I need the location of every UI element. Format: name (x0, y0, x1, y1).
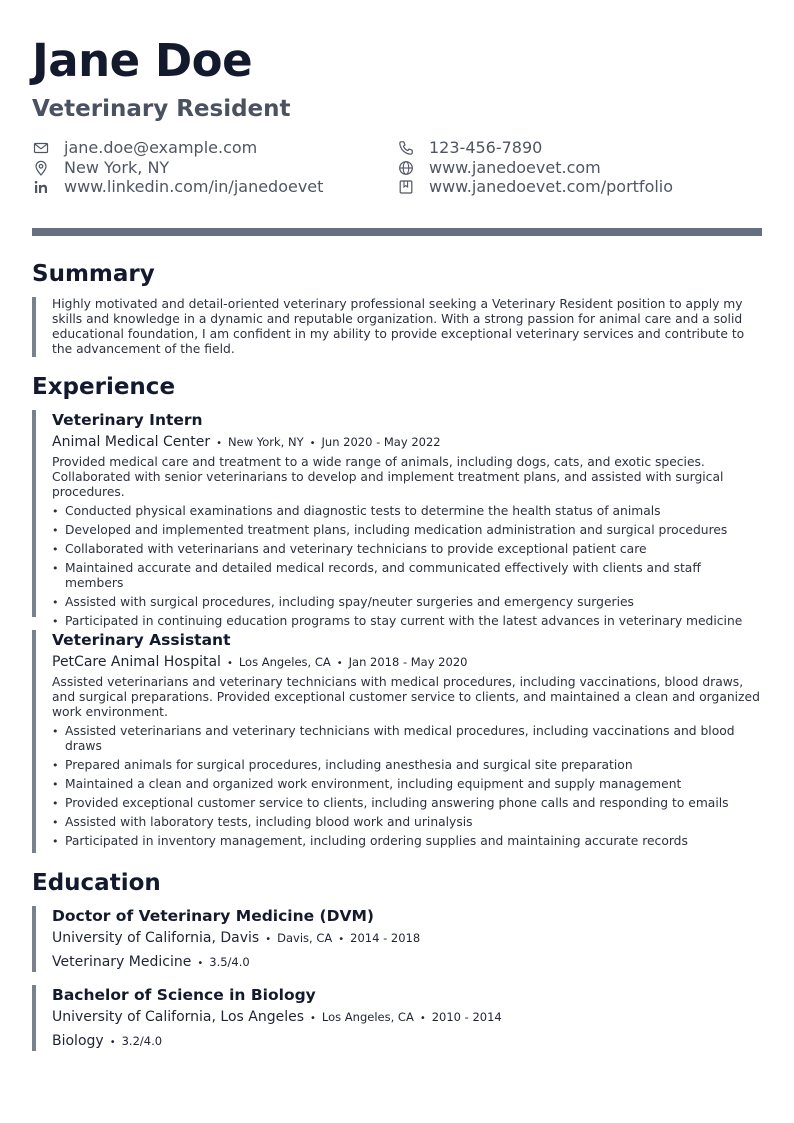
education-school: University of California, Los Angeles (52, 1009, 305, 1025)
education-entry (32, 985, 762, 1051)
education-field-line (52, 952, 762, 974)
contact-linkedin-text[interactable]: www.linkedin.com/in/janedoevet (64, 177, 324, 196)
separator-dot: • (226, 658, 233, 669)
contact-phone-text[interactable]: 123-456-7890 (429, 138, 543, 157)
separator-dot: • (265, 934, 272, 945)
job-bullet: • Participated in inventory management, including ordering supplies and maintaining accurate records (52, 834, 762, 849)
job-bullet: • Conducted physical examinations and diagnostic tests to determine the health status of animals (52, 504, 762, 519)
contact-location-text: New York, NY (64, 158, 170, 177)
job-dates: Jan 2018 - May 2020 (348, 655, 468, 669)
education-school: University of California, Davis (52, 930, 260, 946)
job-dates: Jun 2020 - May 2022 (321, 435, 441, 449)
contact-portfolio[interactable] (397, 177, 673, 196)
education-field-line (52, 1031, 762, 1053)
job-description: Assisted veterinarians and veterinary technicians with medical procedures, including vaccinations, blood draws, and surgical preparations. Provided exceptional customer service to clients, and maintained a clean and organized work environment. (52, 675, 760, 719)
globe-icon (397, 159, 415, 177)
separator-dot: • (419, 1013, 426, 1024)
education-degree: Bachelor of Science in Biology (52, 986, 316, 1004)
job-bullet: • Participated in continuing education programs to stay current with the latest advances in veterinary medicine (52, 614, 762, 629)
separator-dot: • (338, 934, 345, 945)
summary-block (32, 297, 762, 357)
job-bullet: • Assisted with surgical procedures, including spay/neuter surgeries and emergency surgeries (52, 595, 762, 610)
separator-dot: • (216, 438, 223, 449)
summary-heading: Summary (32, 261, 155, 287)
education-dates: 2010 - 2014 (431, 1010, 502, 1024)
contact-portfolio-text[interactable]: www.janedoevet.com/portfolio (429, 177, 674, 196)
mail-icon (32, 139, 50, 157)
education-gpa: 3.5/4.0 (209, 955, 250, 969)
contact-website-text[interactable]: www.janedoevet.com (429, 158, 601, 177)
contact-list (32, 138, 762, 198)
separator-dot: • (197, 958, 204, 969)
education-location: Los Angeles, CA (321, 1010, 414, 1024)
contact-email[interactable] (32, 138, 257, 157)
job-entry (32, 410, 762, 628)
education-degree: Doctor of Veterinary Medicine (DVM) (52, 907, 375, 925)
phone-icon (397, 139, 415, 157)
job-bullet: • Assisted veterinarians and veterinary technicians with medical procedures, including vaccinations and blood draws (52, 724, 762, 754)
education-school-line (52, 928, 762, 950)
education-dates: 2014 - 2018 (350, 931, 421, 945)
job-title: Veterinary Assistant (52, 631, 231, 649)
contact-email-text[interactable]: jane.doe@example.com (64, 138, 258, 157)
separator-dot: • (309, 438, 316, 449)
job-bullet: • Developed and implemented treatment plans, including medication administration and surgical procedures (52, 523, 762, 538)
job-bullet: • Assisted with laboratory tests, including blood work and urinalysis (52, 815, 762, 830)
contact-linkedin[interactable] (32, 177, 323, 196)
portfolio-icon (397, 178, 415, 196)
job-bullet: • Collaborated with veterinarians and veterinary technicians to provide exceptional patient care (52, 542, 762, 557)
job-bullet: • Provided exceptional customer service to clients, including answering phone calls and responding to emails (52, 796, 762, 811)
separator-dot: • (310, 1013, 316, 1024)
header-divider (32, 228, 762, 236)
job-bullet: • Maintained a clean and organized work environment, including equipment and supply management (52, 777, 762, 792)
contact-location (32, 158, 169, 177)
job-description: Provided medical care and treatment to a wide range of animals, including dogs, cats, and exotic species. Collaborated with senior veterinarians to develop and implement treatment plans, and assisted with surgical procedures. (52, 455, 724, 499)
contact-website[interactable] (397, 158, 601, 177)
contact-phone[interactable] (397, 138, 542, 157)
job-location: New York, NY (228, 435, 304, 449)
education-school-line (52, 1007, 762, 1029)
job-bullets (52, 504, 762, 629)
separator-dot: • (336, 658, 343, 669)
job-company: Animal Medical Center (52, 434, 211, 450)
education-heading: Education (32, 870, 161, 896)
job-location: Los Angeles, CA (238, 655, 331, 669)
job-bullet: • Prepared animals for surgical procedures, including anesthesia and surgical site preparation (52, 758, 762, 773)
separator-dot: • (109, 1037, 116, 1048)
job-entry (32, 630, 762, 853)
summary-text: Highly motivated and detail-oriented veterinary professional seeking a Veterinary Resident position to apply my skills and knowledge in a dynamic and reputable organization. With a strong passion for animal care and a solid educational foundation, I am confident in my ability to provide exceptional veterinary services and contribute to the advancement of the field. (52, 297, 745, 356)
job-title: Veterinary Intern (52, 411, 203, 429)
job-company: PetCare Animal Hospital (52, 654, 221, 670)
education-gpa: 3.2/4.0 (121, 1034, 163, 1048)
education-field: Biology (52, 1033, 104, 1049)
job-bullets (52, 724, 762, 849)
education-field: Veterinary Medicine (52, 954, 192, 970)
map-pin-icon (32, 159, 50, 177)
job-meta (52, 432, 762, 454)
job-bullet: • Maintained accurate and detailed medical records, and communicated effectively with clients and staff members (52, 561, 762, 591)
candidate-name: Jane Doe (32, 34, 253, 87)
candidate-role: Veterinary Resident (32, 96, 291, 122)
education-location: Davis, CA (277, 931, 333, 945)
education-entry (32, 906, 762, 972)
linkedin-icon (32, 178, 50, 196)
experience-heading: Experience (32, 374, 176, 400)
job-meta (52, 652, 762, 674)
